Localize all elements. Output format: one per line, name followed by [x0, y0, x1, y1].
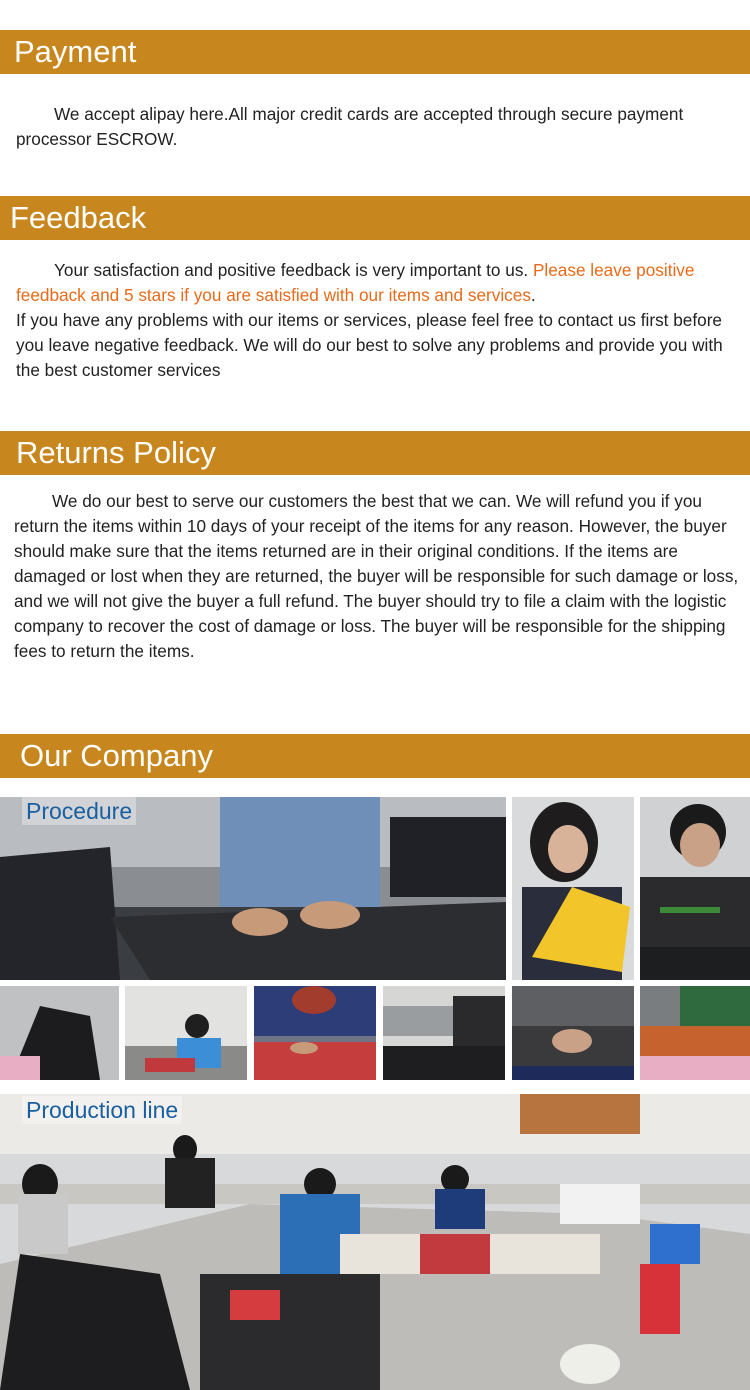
payment-title: Payment [14, 34, 137, 69]
feedback-rest: If you have any problems with our items or services, please feel free to contact us first before you leave negative feedback. We will do our best to solve any problems and provide you with the best customer services [16, 310, 723, 380]
photo-press-machine [640, 986, 750, 1080]
payment-header [0, 30, 750, 74]
photo-sewing-machine [383, 986, 505, 1080]
photo-worker-yellow-bag [512, 797, 634, 980]
feedback-highlight: Please leave positive feedback and 5 stars if you are satisfied with our items and services [16, 260, 695, 305]
photo-hand-scissors [512, 986, 634, 1080]
photo-bag-assembly [0, 986, 119, 1080]
procedure-label: Procedure [22, 797, 136, 825]
returns-title: Returns Policy [16, 435, 216, 470]
returns-header [0, 431, 750, 475]
feedback-intro: Your satisfaction and positive feedback is very important to us. [54, 260, 533, 280]
feedback-text: Your satisfaction and positive feedback is very important to us. Please leave positive feedback and 5 stars if you are satisfied with our items and services. If you have any problems with our items or services, please feel free to contact us first before you leave negative feedback. We will do our best to solve any problems and provide you with the best customer services [16, 260, 723, 380]
company-header [0, 734, 750, 778]
payment-text: We accept alipay here.All major credit cards are accepted through secure payment processor ESCROW. [16, 104, 684, 149]
photo-production-line [0, 1094, 750, 1390]
feedback-title: Feedback [10, 200, 147, 235]
returns-text: We do our best to serve our customers the best that we can. We will refund you if you return the items within 10 days of your receipt of the items for any reason. However, the buyer should make sure that the items returned are in their original conditions. If the items are damaged or lost when they are returned, the buyer will be responsible for such damage or loss, and we will not give the buyer a full refund. The buyer should try to file a claim with the logistic company to recover the cost of damage or loss. The buyer will be responsible for the shipping fees to return the items. [14, 491, 739, 661]
feedback-header [0, 196, 750, 240]
photo-worker-gluing [640, 797, 750, 980]
photo-red-leather-cutting [254, 986, 376, 1080]
photo-sewing-blue-shirt [125, 986, 247, 1080]
company-title: Our Company [20, 738, 213, 773]
production-line-label: Production line [22, 1096, 182, 1124]
